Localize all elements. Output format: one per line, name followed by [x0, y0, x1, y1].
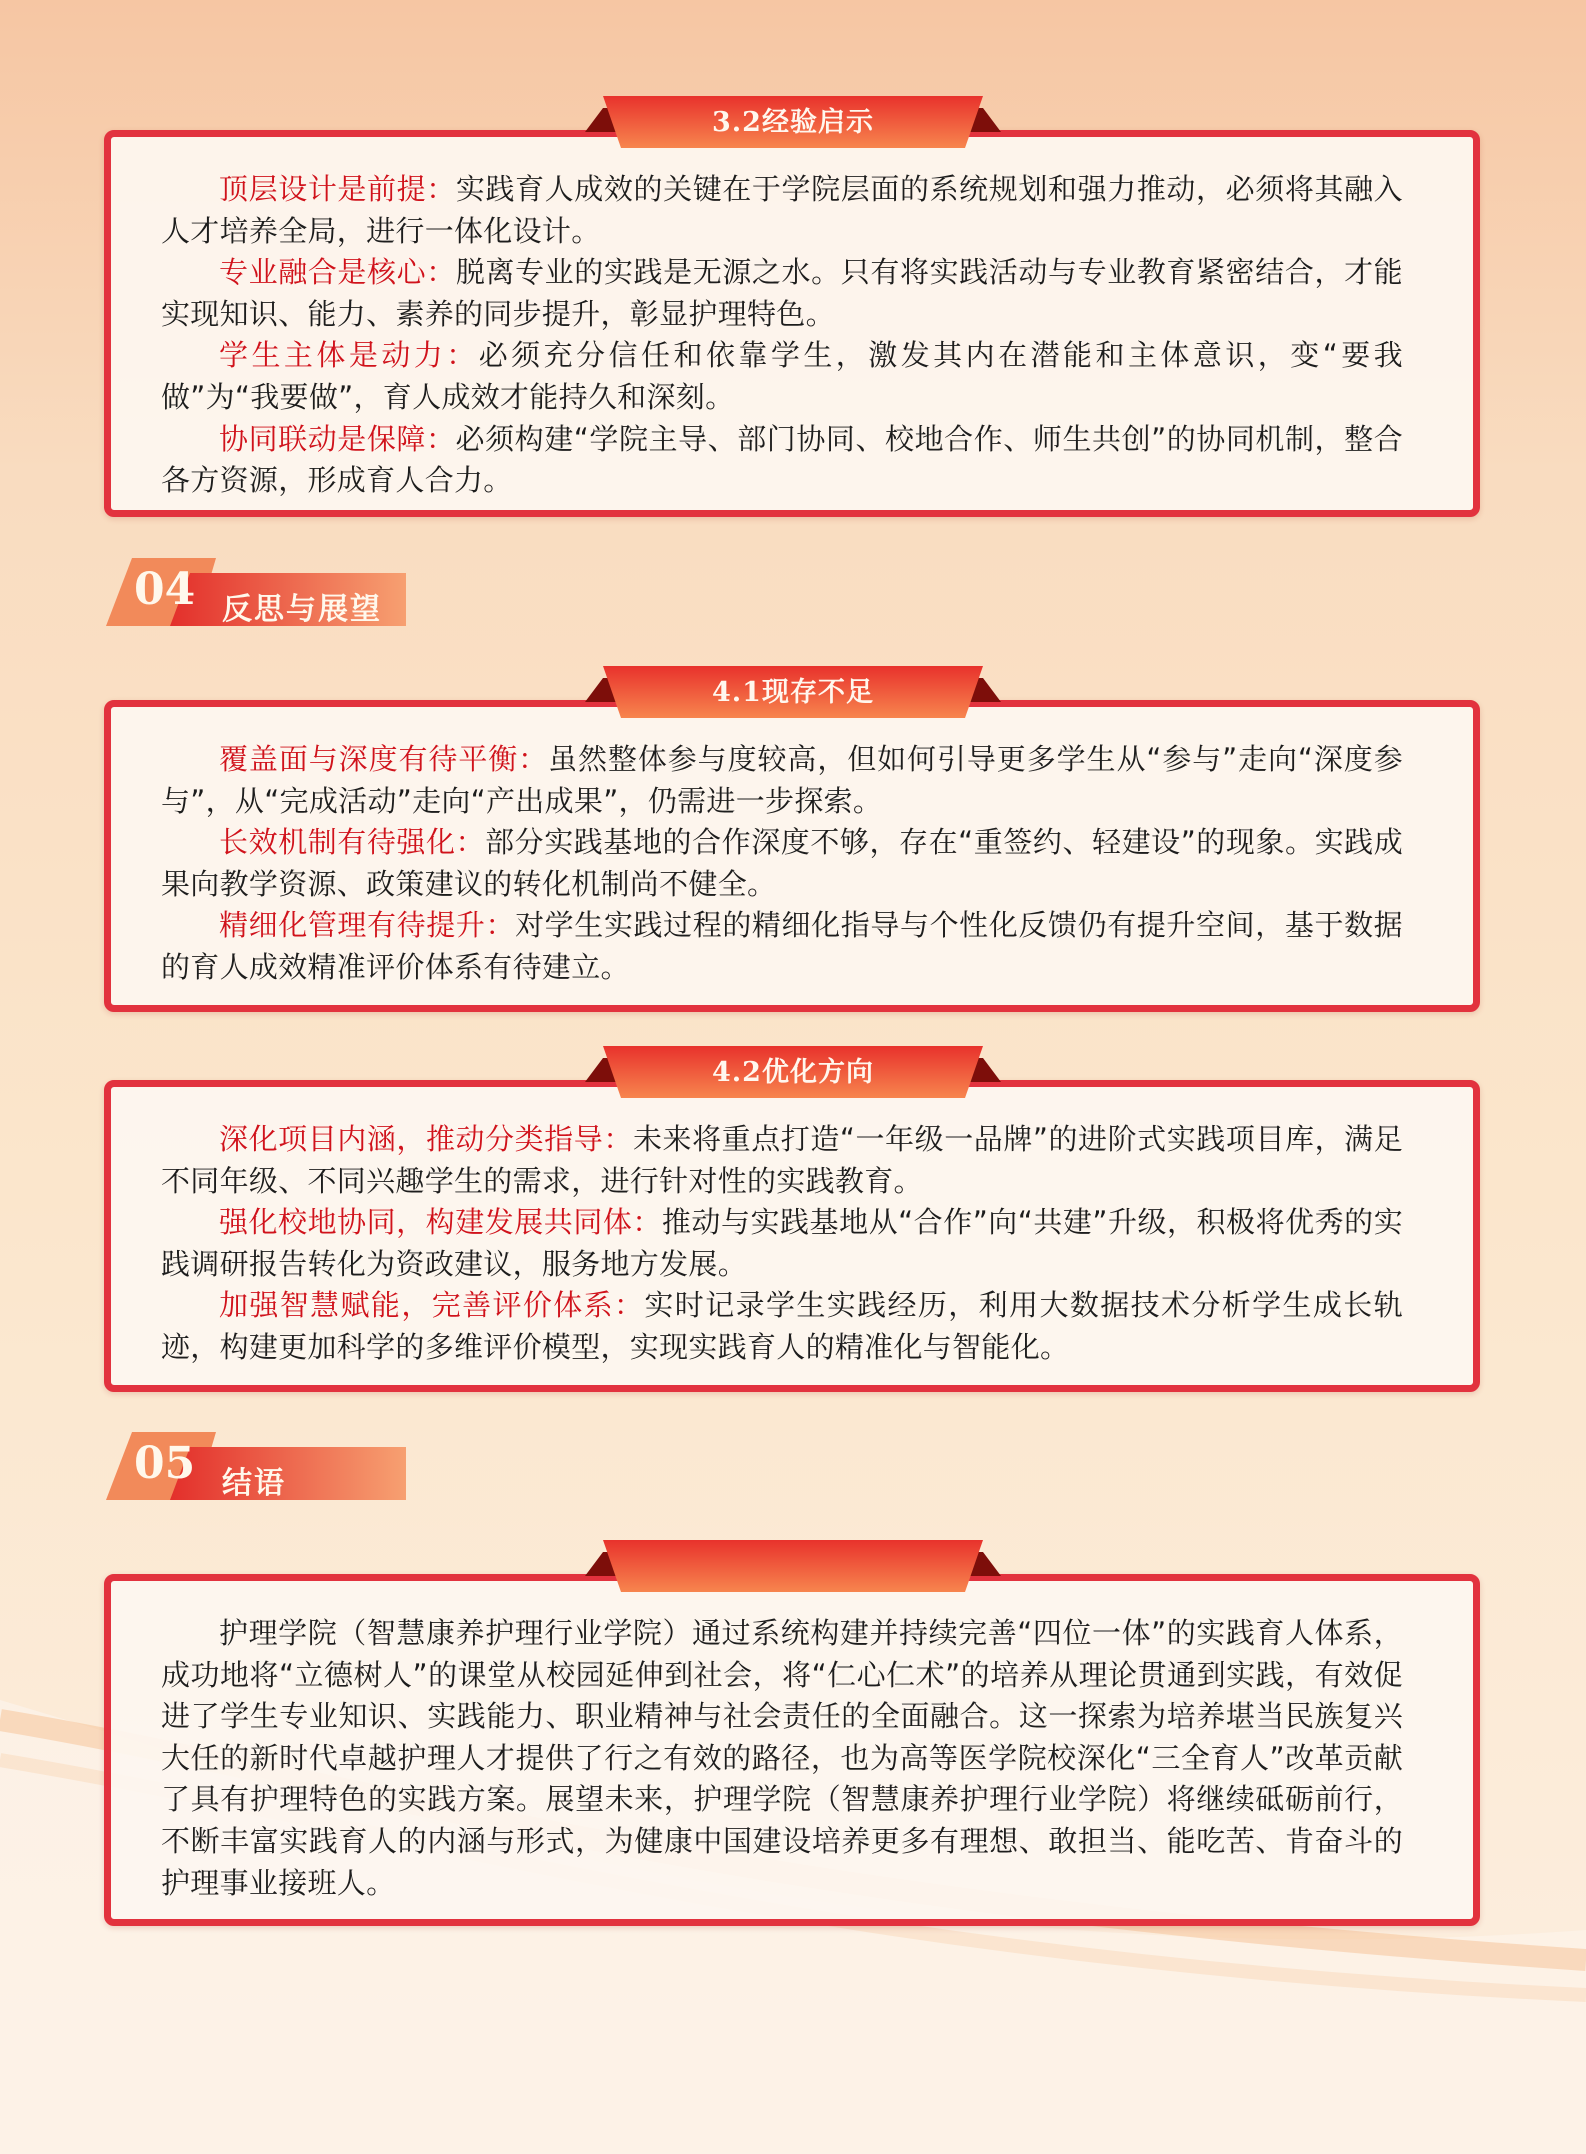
panel-title: 3.2经验启示: [712, 107, 874, 138]
paragraph: [161, 335, 1403, 418]
panel-title: 4.2优化方向: [712, 1057, 874, 1088]
section-title: 反思与展望: [222, 592, 382, 627]
paragraph-text: 对学生实践过程的精细化指导与个性化反馈仍有提升空间，基于数据的育人成效精准评价体系有待建立。: [161, 908, 1403, 984]
paragraph-text: 必须构建“学院主导、部门协同、校地合作、师生共创”的协同机制，整合各方资源，形成育人合力。: [161, 421, 1403, 498]
highlight-heading: 专业融合是核心：: [219, 255, 456, 290]
highlight-heading: 覆盖面与深度有待平衡：: [219, 742, 549, 776]
highlight-heading: 顶层设计是前提：: [219, 172, 456, 206]
highlight-heading: 深化项目内涵，推动分类指导：: [219, 1122, 633, 1156]
paragraph: [161, 1202, 1403, 1285]
paragraph-text: 实践育人成效的关键在于学院层面的系统规划和强力推动，必须将其融入人才培养全局，进行一体化设计。: [161, 172, 1403, 248]
shortcomings-panel: [104, 700, 1480, 1012]
ribbon-3-2: [585, 96, 1001, 148]
section-number: 05: [134, 1438, 196, 1489]
paragraph: [161, 252, 1403, 335]
paragraph: [161, 822, 1403, 905]
lessons-panel: [104, 130, 1480, 517]
paragraph: [161, 1119, 1403, 1202]
conclusion-text: 护理学院（智慧康养护理行业学院）通过系统构建并持续完善“四位一体”的实践育人体系，成功地将“立德树人”的课堂从校园延伸到社会，将“仁心仁术”的培养从理论贯通到实践，有效促进了学生专业知识、实践能力、职业精神与社会责任的全面融合。这一探索为培养堪当民族复兴大任的新时代卓越护理人才提供了行之有效的路径，也为高等医学院校深化“三全育人”改革贡献了具有护理特色的实践方案。展望未来，护理学院（智慧康养护理行业学院）将继续砥砺前行，不断丰富实践育人的内涵与形式，为健康中国建设培养更多有理想、敢担当、能吃苦、肯奋斗的护理事业接班人。: [161, 1616, 1403, 1900]
ribbon-4-2: [585, 1046, 1001, 1098]
ribbon-4-1: [585, 666, 1001, 718]
section-title: 结语: [222, 1466, 286, 1501]
paragraph-text: 推动与实践基地从“合作”向“共建”升级，积极将优秀的实践调研报告转化为资政建议，服务地方发展。: [161, 1205, 1403, 1281]
paragraph-text: 未来将重点打造“一年级一品牌”的进阶式实践项目库，满足不同年级、不同兴趣学生的需求，进行针对性的实践教育。: [161, 1122, 1404, 1198]
paragraph: [161, 419, 1403, 502]
highlight-heading: 协同联动是保障：: [219, 421, 456, 456]
paragraph: [161, 169, 1403, 252]
conclusion-panel: [104, 1574, 1480, 1926]
paragraph-text: 实时记录学生实践经历，利用大数据技术分析学生成长轨迹，构建更加科学的多维评价模型，实现实践育人的精准化与智能化。: [161, 1288, 1403, 1364]
section-header-04: [106, 556, 406, 632]
ribbon-conclusion: [585, 1540, 1001, 1592]
highlight-heading: 长效机制有待强化：: [219, 825, 486, 860]
optimization-panel: [104, 1080, 1480, 1392]
paragraph: [161, 739, 1403, 822]
paragraph-text: 脱离专业的实践是无源之水。只有将实践活动与专业教育紧密结合，才能实现知识、能力、素养的同步提升，彰显护理特色。: [161, 255, 1403, 331]
paragraph-text: 部分实践基地的合作深度不够，存在“重签约、轻建设”的现象。实践成果向教学资源、政策建议的转化机制尚不健全。: [161, 825, 1404, 901]
paragraph-text: 必须充分信任和依靠学生，激发其内在潜能和主体意识，变“要我做”为“我要做”，育人成效才能持久和深刻。: [161, 338, 1403, 414]
highlight-heading: 精细化管理有待提升：: [219, 908, 516, 943]
paragraph-text: 虽然整体参与度较高，但如何引导更多学生从“参与”走向“深度参与”，从“完成活动”走向“产出成果”，仍需进一步探索。: [161, 742, 1403, 818]
section-header-05: [106, 1430, 406, 1506]
paragraph: [161, 1285, 1403, 1368]
panel-title: 4.1现存不足: [712, 677, 874, 708]
section-number: 04: [134, 564, 196, 615]
highlight-heading: 强化校地协同，构建发展共同体：: [219, 1205, 662, 1240]
paragraph: [161, 905, 1403, 988]
highlight-heading: 学生主体是动力：: [219, 338, 479, 373]
highlight-heading: 加强智慧赋能，完善评价体系：: [219, 1288, 645, 1323]
